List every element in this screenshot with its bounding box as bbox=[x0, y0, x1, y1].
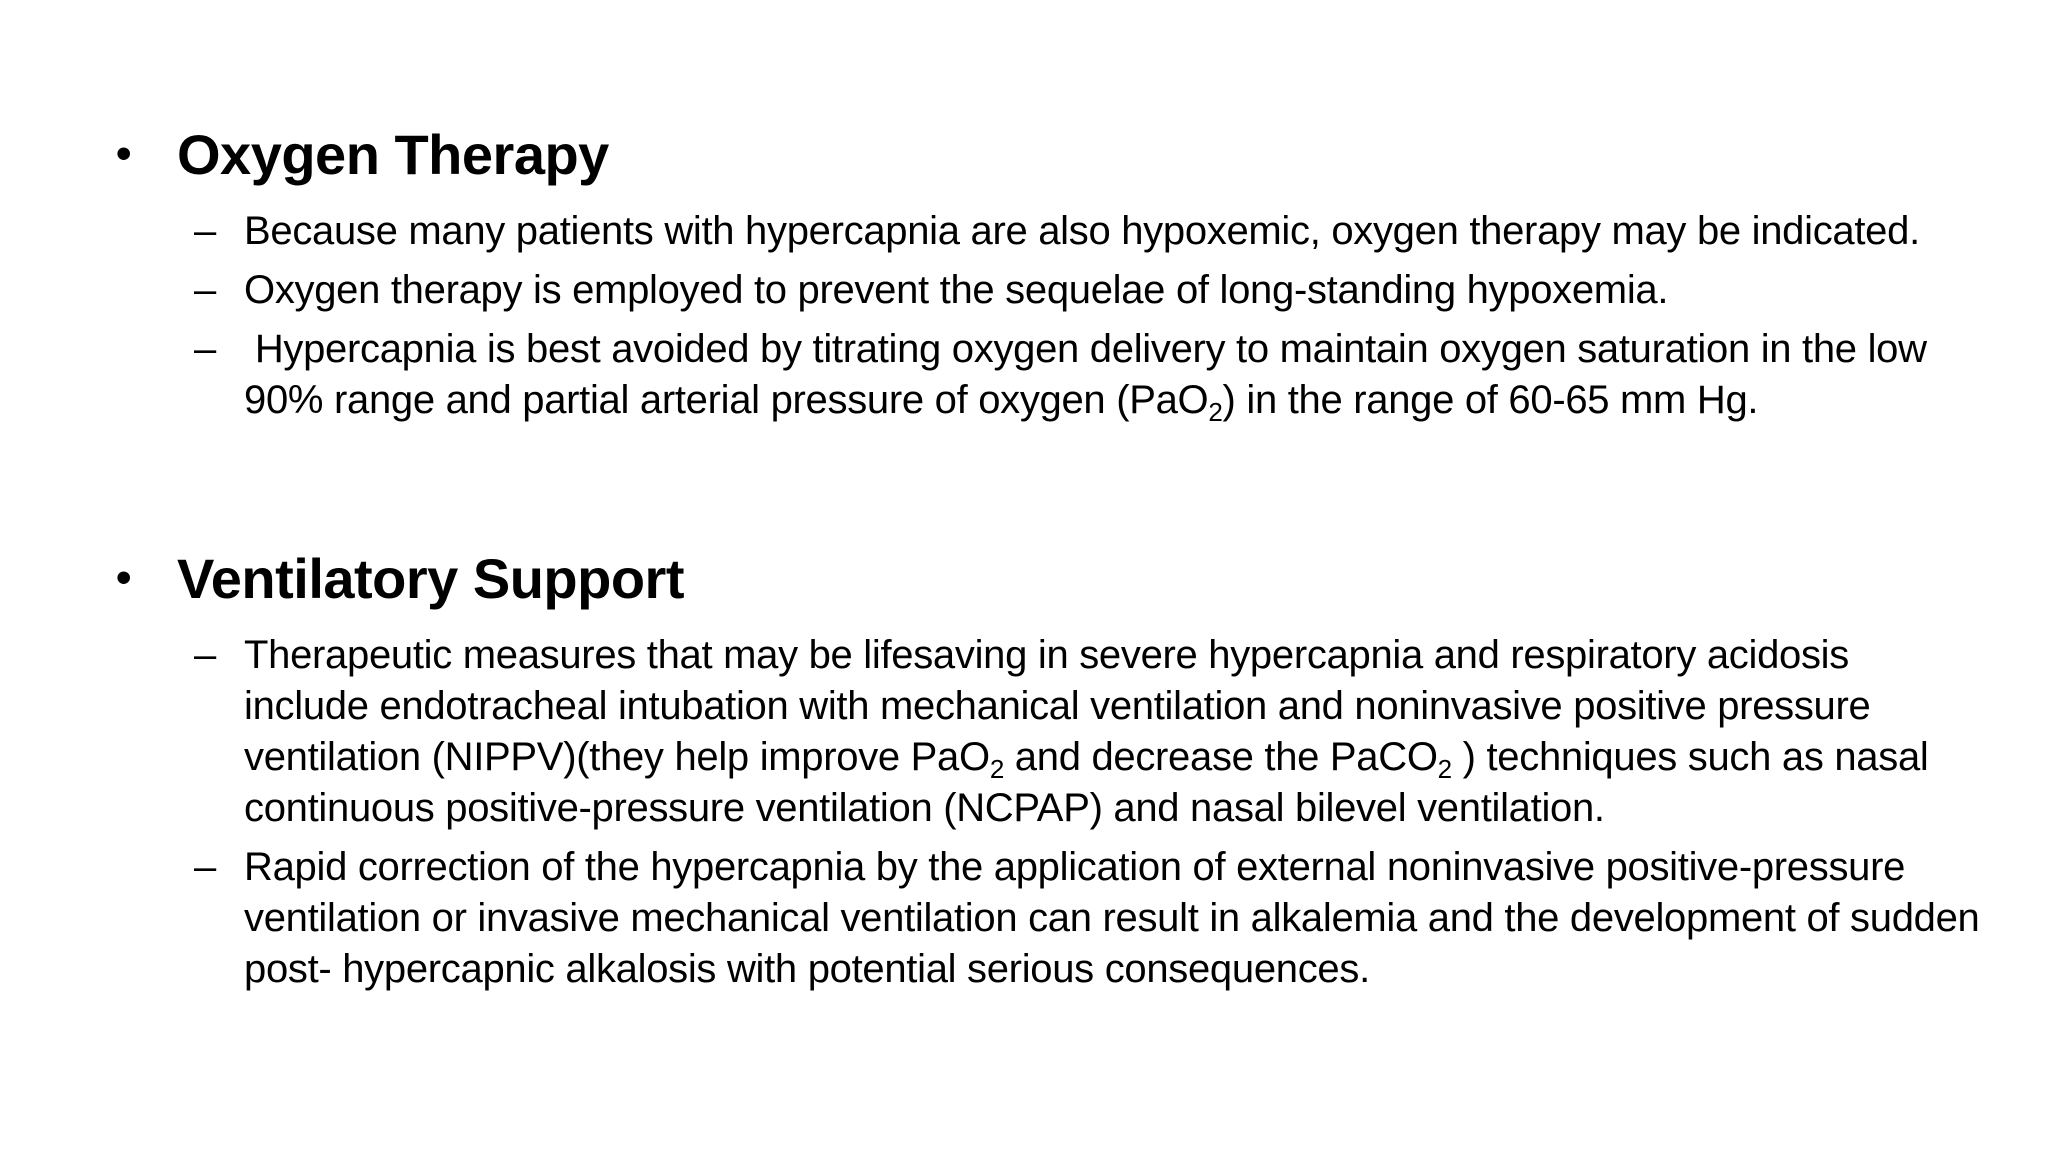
list-item bbox=[0, 265, 2048, 316]
subscript: 2 bbox=[1437, 754, 1452, 784]
item-text bbox=[244, 630, 1984, 834]
item-text-part: Hypercapnia is best avoided by titrating oxygen delivery to maintain oxygen saturation in the low 90% range and partial arterial pressure of oxygen (PaO bbox=[244, 327, 1938, 422]
section-heading bbox=[0, 542, 2048, 622]
dash-icon: – bbox=[194, 209, 217, 253]
list-item bbox=[0, 206, 2048, 257]
item-text-part: ) in the range of 60-65 mm Hg. bbox=[1222, 378, 1759, 422]
bullet-icon: • bbox=[116, 129, 132, 178]
dash-icon: – bbox=[194, 845, 217, 889]
dash-icon: – bbox=[194, 268, 217, 312]
item-text-part: and decrease the PaCO bbox=[1003, 735, 1438, 779]
item-text bbox=[244, 324, 1984, 426]
heading-ventilatory-support: Ventilatory Support bbox=[177, 547, 684, 610]
item-text: Because many patients with hypercapnia are also hypoxemic, oxygen therapy may be indicated. bbox=[244, 209, 1920, 253]
section-oxygen-therapy bbox=[0, 118, 2048, 426]
heading-oxygen-therapy: Oxygen Therapy bbox=[177, 123, 609, 186]
item-text-part: ) techniques such as nasal continuous positive-pressure ventilation (NCPAP) and nasal bilevel ventilation. bbox=[244, 735, 1929, 830]
list-item bbox=[0, 842, 2048, 995]
item-text-part: Therapeutic measures that may be lifesaving in severe hypercapnia and respiratory acidosis include endotracheal intubation with mechanical ventilation and noninvasive positive pressure ventilation (NIPPV)(they help improve PaO bbox=[244, 633, 1871, 779]
item-text: Oxygen therapy is employed to prevent the sequelae of long-standing hypoxemia. bbox=[244, 268, 1669, 312]
list-item bbox=[0, 324, 2048, 426]
section-ventilatory-support bbox=[0, 542, 2048, 995]
dash-icon: – bbox=[194, 633, 217, 677]
dash-icon: – bbox=[194, 327, 217, 371]
subscript: 2 bbox=[989, 754, 1004, 784]
section-heading bbox=[0, 118, 2048, 198]
bullet-icon: • bbox=[116, 553, 132, 602]
list-item bbox=[0, 630, 2048, 834]
subscript: 2 bbox=[1208, 397, 1223, 427]
item-text: Rapid correction of the hypercapnia by the application of external noninvasive positive-pressure ventilation or invasive mechanical ventilation can result in alkalemia and the development of sudden post- hypercapnic alkalosis with potential serious consequences. bbox=[244, 845, 1980, 991]
